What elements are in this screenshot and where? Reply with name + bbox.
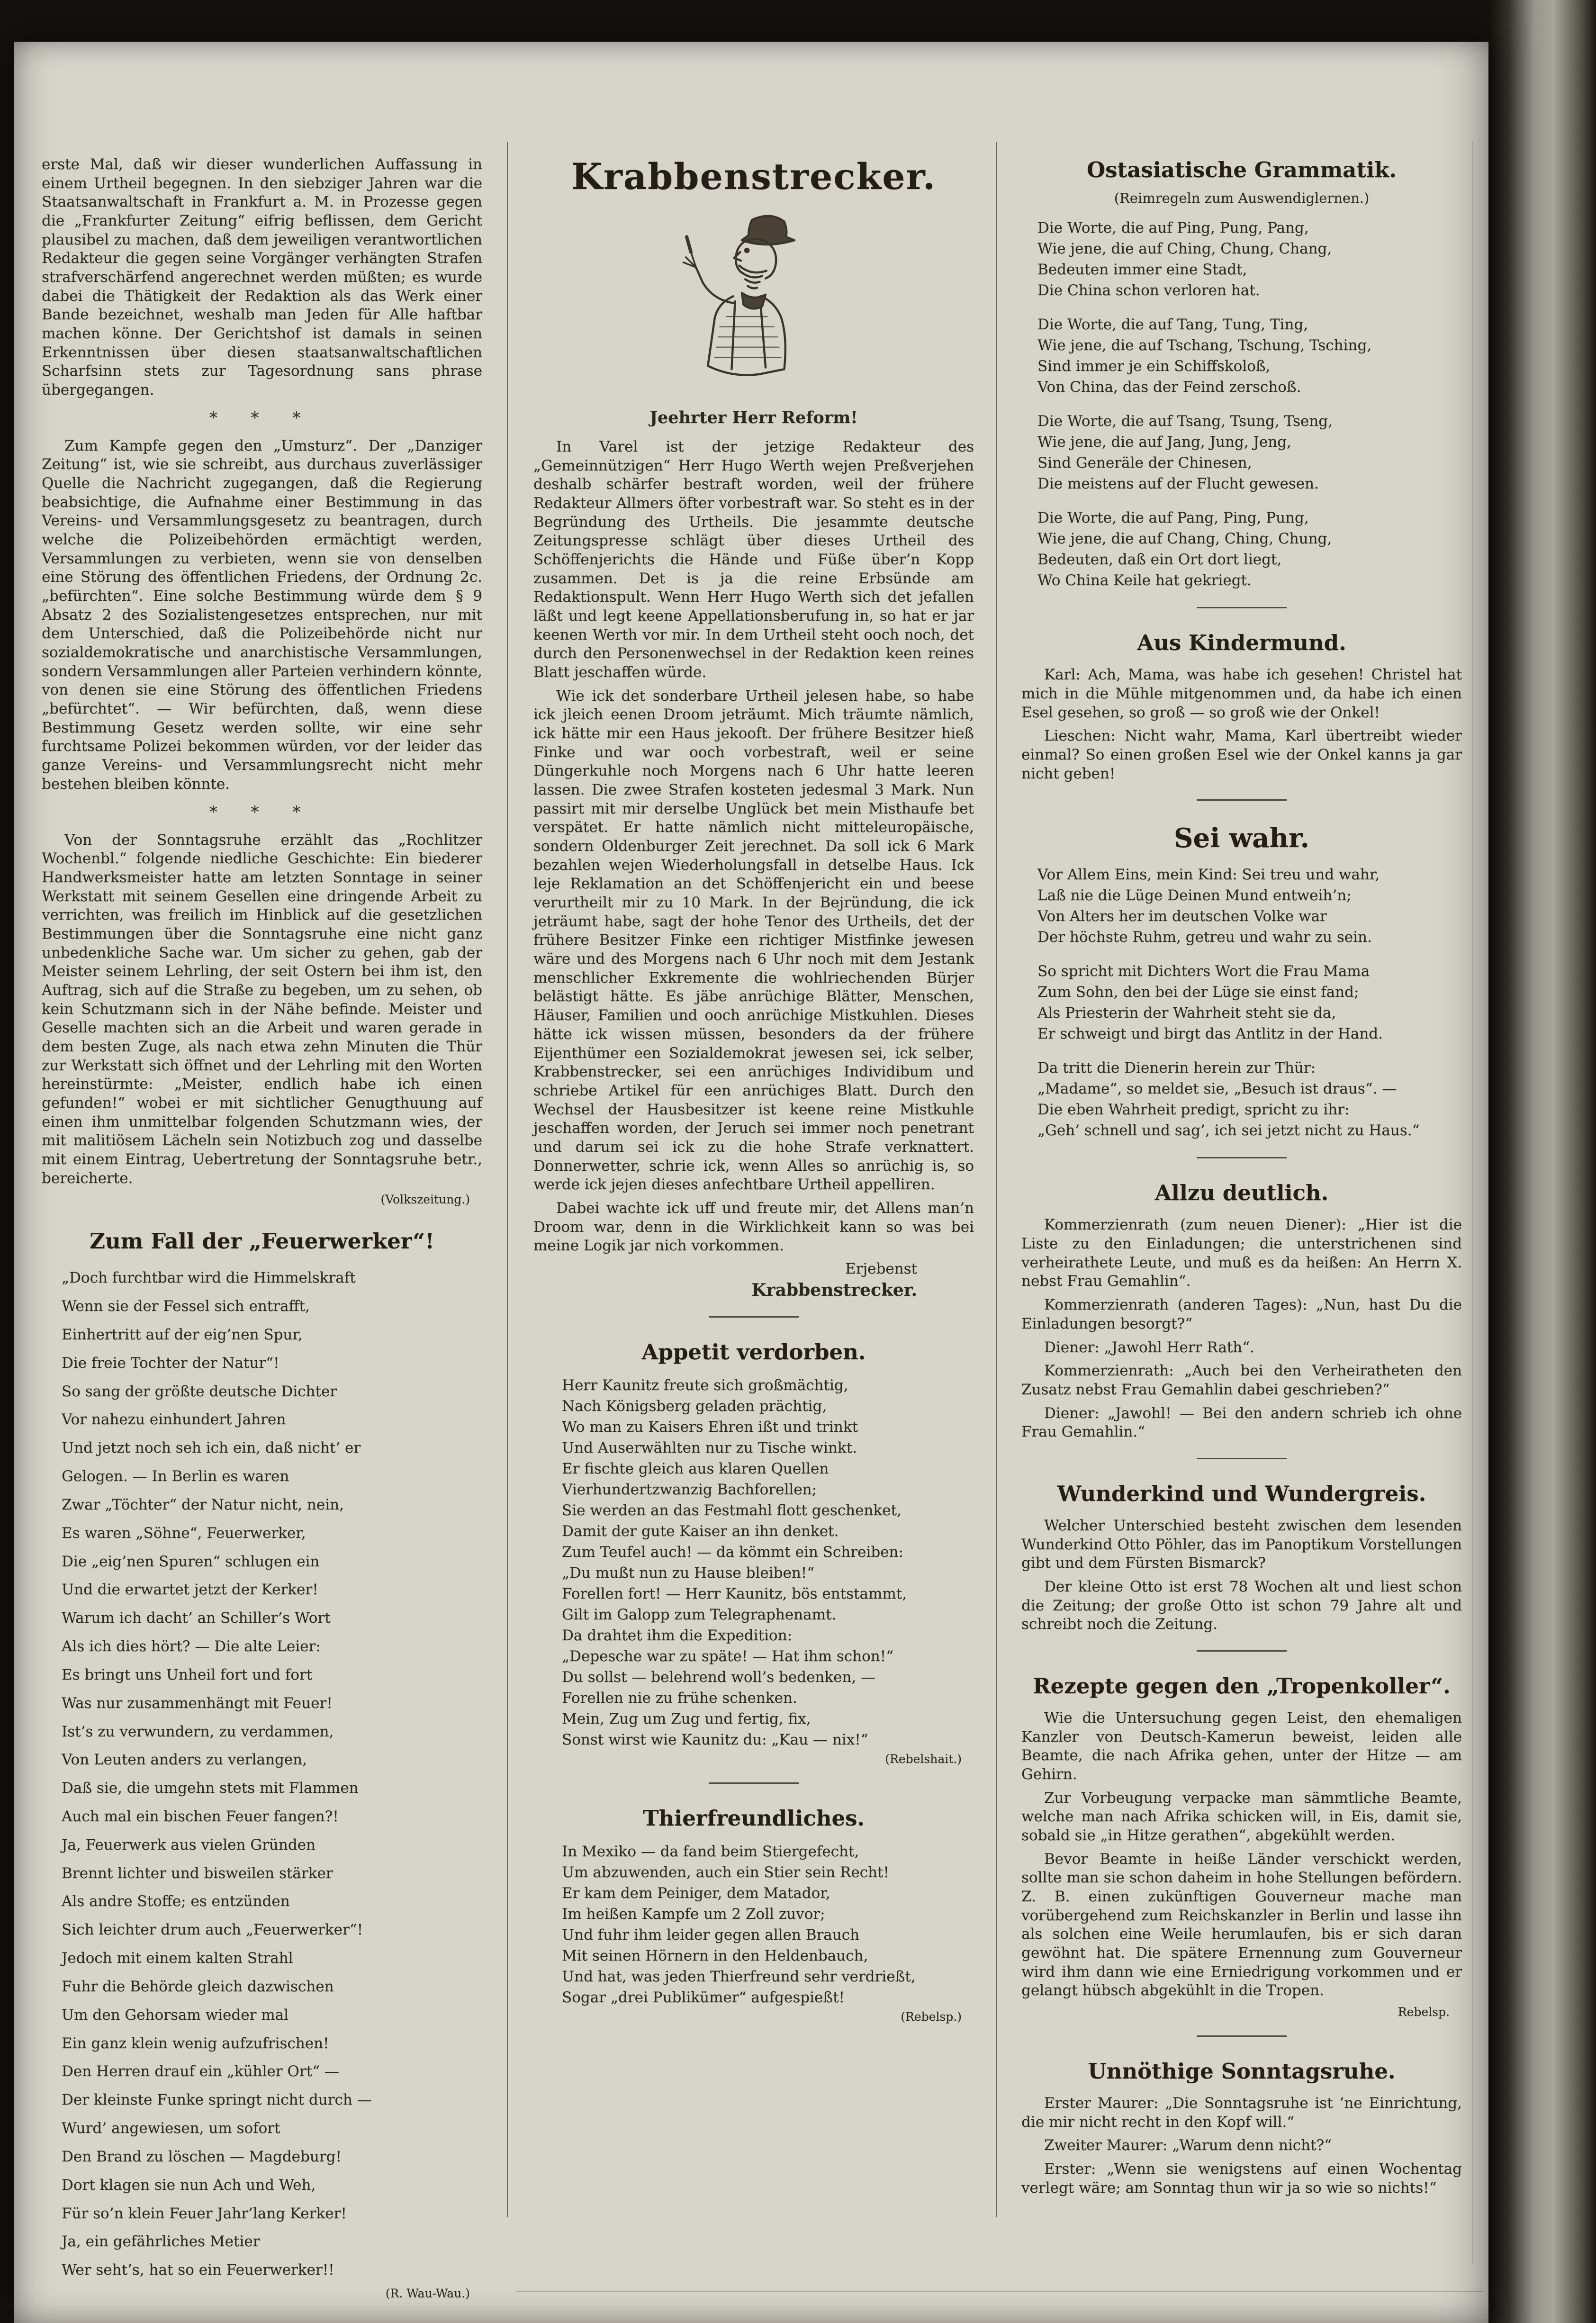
verse-line: Wie jene, die auf Chang, Ching, Chung, — [1037, 530, 1332, 548]
section-heading: Wunderkind und Wundergreis. — [1057, 1481, 1426, 1506]
verse-line: Die Worte, die auf Ping, Pung, Pang, — [1037, 219, 1309, 236]
section-separator: * * * — [209, 802, 315, 822]
paragraph: Diener: „Jawohl Herr Rath“. — [1044, 1338, 1254, 1356]
verse-line: Als Priesterin der Wahrheit steht sie da, — [1037, 1004, 1336, 1022]
verse-line: Und Auserwählten nur zu Tische winkt. — [562, 1439, 857, 1456]
paragraph: Kommerzienrath (anderen Tages): „Nun, hast Du die Einladungen besorgt?“ — [1021, 1296, 1462, 1332]
verse-line: Der kleinste Funke springt nicht durch — — [62, 2091, 372, 2109]
verse-line: Laß nie die Lüge Deinen Mund entweih’n; — [1037, 887, 1352, 904]
verse-line: Ja, Feuerwerk aus vielen Gründen — [62, 1836, 316, 1853]
verse-line: In Mexiko — da fand beim Stiergefecht, — [562, 1843, 859, 1861]
verse-line: Wo China Keile hat gekriegt. — [1037, 572, 1252, 589]
verse-line: Da drahtet ihm die Expedition: — [562, 1627, 793, 1645]
signature-line: Erjebenst — [845, 1260, 917, 1277]
paragraph: Welcher Unterschied besteht zwischen dem lesenden Wunderkind Otto Pöhler, das im Panoptikum Vorstellungen gibt und dem Fürsten Bismarck? — [1021, 1517, 1462, 1572]
section-heading: Zum Fall der „Feuerwerker“! — [90, 1229, 434, 1254]
attribution: (Volkszeitung.) — [380, 1193, 470, 1207]
verse-line: Da tritt die Dienerin herein zur Thür: — [1037, 1059, 1316, 1077]
verse-line: Zum Sohn, den bei der Lüge sie einst fand; — [1037, 984, 1359, 1001]
column-divider-right — [996, 142, 997, 2217]
verse-line: Den Brand zu löschen — Magdeburg! — [62, 2148, 342, 2165]
verse-line: Brennt lichter und bisweilen stärker — [62, 1864, 333, 1882]
verse-line: Nach Königsberg geladen prächtig, — [562, 1397, 827, 1415]
letter-signature — [533, 1260, 974, 1300]
paragraph: Erster Maurer: „Die Sonntagsruhe ist ’ne Einrichtung, die mir nicht recht in den Kopf will.“ — [1021, 2094, 1462, 2131]
paragraph: Lieschen: Nicht wahr, Mama, Karl übertreibt wieder einmal? So einen großen Esel wie der Onkel kanns ja gar nicht geben! — [1021, 727, 1462, 782]
section-rule — [709, 1782, 799, 1784]
verse-line: Und jetzt noch seh ich ein, daß nicht’ er — [62, 1439, 361, 1457]
verse-stanza — [1037, 314, 1462, 398]
attribution: (R. Wau-Wau.) — [385, 2287, 470, 2301]
verse-line: Von Alters her im deutschen Volke war — [1037, 908, 1327, 925]
verse-stanza — [562, 1375, 974, 1766]
verse-line: Die Worte, die auf Pang, Ping, Pung, — [1037, 509, 1309, 527]
verse-line: Sie werden an das Festmahl flott geschenket, — [562, 1501, 902, 1519]
verse-line: Sonst wirst wie Kaunitz du: „Kau — nix!“ — [562, 1731, 868, 1749]
article-title: Krabbenstrecker. — [571, 155, 937, 198]
verse-line: Ja, ein gefährliches Metier — [62, 2233, 260, 2251]
column-right — [1021, 155, 1462, 2202]
verse-line: Vierhundertzwanzig Bachforellen; — [562, 1481, 817, 1498]
column-left — [42, 155, 482, 2314]
verse-line: Mein, Zug um Zug und fertig, fix, — [562, 1710, 811, 1728]
paragraph: Wie die Untersuchung gegen Leist, den ehemaligen Kanzler von Deutsch-Kamerun beweist, leiden alle Beamte, die nach Afrika gehen, unter der Hitze — am Gehirn. — [1021, 1709, 1462, 1783]
verse-line: Gilt im Galopp zum Telegraphenamt. — [562, 1606, 837, 1624]
section-rule — [1197, 607, 1287, 608]
newspaper-page — [14, 42, 1488, 2323]
verse-line: Was nur zusammenhängt mit Feuer! — [62, 1694, 333, 1712]
paragraph: Zur Vorbeugung verpacke man sämmtliche Beamte, welche man nach Afrika schicken will, in Eis, damit sie, sobald sie „in Hitze gerathen“, abgekühlt werden. — [1021, 1789, 1462, 1844]
paragraph: Der kleine Otto ist erst 78 Wochen alt und liest schon die Zeitung; der große Otto ist schon 79 Jahre alt und schreibt noch die Zeitung. — [1021, 1578, 1462, 1633]
verse-line: Um abzuwenden, auch ein Stier sein Recht! — [562, 1864, 889, 1881]
verse-line: Er fischte gleich aus klaren Quellen — [562, 1460, 829, 1477]
verse-line: Zwar „Töchter“ der Natur nicht, nein, — [62, 1496, 344, 1513]
verse-line: Es waren „Söhne“, Feuerwerker, — [62, 1524, 306, 1542]
verse-line: Sogar „drei Publikümer“ aufgespießt! — [562, 1989, 845, 2007]
verse-line: Die eben Wahrheit predigt, spricht zu ihr: — [1037, 1101, 1350, 1119]
verse-stanza — [1037, 411, 1462, 494]
paragraph: Zum Kampfe gegen den „Umsturz“. Der „Danziger Zeitung“ ist, wie sie schreibt, aus durchaus zuverlässiger Quelle die Nachricht zugegangen, daß die Regierung beabsichtige, die Aufnahme einer Bestimmung in das Vereins- und Versammlungsgesetz zu beantragen, durch welche die Polizeibehörden ermächtigt werden, Versammlungen zu verbieten, wenn sie von denselben eine Störung des öffentlichen Friedens, der Ordnung 2c. „befürchten“. Eine solche Bestimmung würde dem § 9 Absatz 2 des Sozialistengesetzes entsprechen, nur mit dem Unterschied, daß die Polizeibehörde nicht nur sozialdemokratische und anarchistische Versammlungen, sondern Versammlungen aller Parteien verhindern könnte, von denen sie eine Störung des öffentlichen Friedens „befürchtet“. — Wir befürchten, daß, wenn diese Bestimmung Gesetz werden sollte, wir eine sehr furchtsame Polizei bekommen würden, vor der leider das ganze Vereins- und Versammlungsrecht nicht mehr bestehen bleiben könnte. — [42, 437, 482, 793]
paragraph: Kommerzienrath (zum neuen Diener): „Hier ist die Liste zu den Einladungen; die unterstrichenen sind verheirathete Leute, und muß es da heißen: An Herrn X. nebst Frau Gemahlin“. — [1021, 1216, 1462, 1290]
verse-line: Bedeuten immer eine Stadt, — [1037, 261, 1247, 279]
paragraph: Wie ick det sonderbare Urtheil jelesen habe, so habe ick jleich eenen Droom jeträumt. Mich träumte nämlich, ick hätte mir een Haus jekooft. Der frühere Besitzer hieß Finke und war ooch vorbestraft, weil er seine Düngerkuhle noch Morgens nach 6 Uhr hatte leeren lassen. Die zwee Strafen kosteten jedesmal 3 Mark. Nun passirt mit mir derselbe Unglück bet mein Misthaufe bet verspätet. Er hatte nämlich nicht mitteleuropäische, sondern Oldenburger Zeit jerechnet. Da soll ick 6 Mark bezahlen wejen Wiederholungsfall in detselbe Haus. Ick leje Reklamation an det Schöffenjericht ein und beese verurtheilt mir zu 10 Mark. In der Bejründung, die ick jeträumt habe, sagt der hohe Tenor des Urtheils, det der frühere Besitzer Finke een richtiger Mistfinke jewesen wäre und des Morgens nach 6 Uhr noch mit dem Jestank menschlicher Exkremente die wohlriechenden Bürjer belästigt hätte. Es jäbe anrüchige Blätter, Menschen, Häuser, Familien und ooch anrüchige Mistkuhlen. Dieses hätte ick wissen müssen, besonders da der frühere Eijenthümer een Sozialdemokrat jewesen sei, ick selber, Krabbenstrecker, sei een anrüchiges Individibum und schriebe Artikel für een anrüchiges Blatt. Durch den Wechsel der Hausbesitzer ist keene reine Mistkuhle jeschaffen worden, der Jeruch sei immer noch penetrant und darum sei ick zu die hohe Strafe verknattert. Donnerwetter, schrie ick, wenn Alles so anrüchig is, so werde ick jejen dieses anfechtbare Urtheil appelliren. — [533, 687, 974, 1193]
verse-line: Um den Gehorsam wieder mal — [62, 2006, 289, 2024]
verse-line: Vor nahezu einhundert Jahren — [62, 1411, 286, 1428]
verse-line: Fuhr die Behörde gleich dazwischen — [62, 1978, 334, 1995]
section-separator: * * * — [209, 408, 315, 427]
paper-crease-vertical — [1472, 141, 1473, 2264]
section-subheading: (Reimregeln zum Auswendiglernen.) — [1114, 190, 1370, 206]
paragraph: Bevor Beamte in heiße Länder verschickt werden, sollte man sie schon daheim in hohe Stellungen befördern. Z. B. einen zukünftigen Gouverneur mache man vorübergehend zum Reichskanzler in Berlin und lasse ihn als solchen eine Weile herumlaufen, bis er sich daran gewöhnt hat. Die spätere Ernennung zum Gouverneur wird ihm dann wie eine Erniedrigung vorkommen und er gelangt hübsch abgekühlt in die Tropen. — [1021, 1850, 1462, 1999]
man-pointing-illustration — [652, 208, 856, 395]
column-center — [533, 155, 974, 2037]
letter-salutation: Jeehrter Herr Reform! — [649, 408, 858, 427]
verse-stanza — [1037, 1058, 1462, 1141]
verse-line: So sang der größte deutsche Dichter — [62, 1383, 337, 1400]
section-heading: Aus Kindermund. — [1137, 630, 1346, 656]
verse-line: Die Worte, die auf Tsang, Tsung, Tseng, — [1037, 413, 1333, 430]
verse-line: Wie jene, die auf Tschang, Tschung, Tsching, — [1037, 337, 1372, 354]
section-rule — [1197, 799, 1287, 801]
verse-line: Als andre Stoffe; es entzünden — [62, 1893, 290, 1910]
signature-line: Krabbenstrecker. — [751, 1280, 917, 1300]
verse-stanza — [1037, 507, 1462, 591]
verse-line: Von China, das der Feind zerschoß. — [1037, 379, 1301, 396]
paper-crease-horizontal — [516, 2291, 1483, 2292]
paragraph: Kommerzienrath: „Auch bei den Verheiratheten den Zusatz nebst Frau Gemahlin dabei geschrieben?“ — [1021, 1362, 1462, 1398]
section-heading: Thierfreundliches. — [642, 1806, 865, 1831]
verse-line: So spricht mit Dichters Wort die Frau Mama — [1037, 963, 1370, 980]
verse-line: Auch mal ein bischen Feuer fangen?! — [62, 1808, 339, 1825]
attribution: (Rebelsp.) — [901, 2010, 962, 2024]
verse-line: „Doch furchtbar wird die Himmelskraft — [62, 1269, 356, 1287]
verse-line: „Geh’ schnell und sag’, ich sei jetzt nicht zu Haus.“ — [1037, 1122, 1420, 1139]
column-divider-left — [507, 142, 508, 2217]
verse-line: Als ich dies hört? — Die alte Leier: — [62, 1638, 321, 1655]
verse-line: Warum ich dacht’ an Schiller’s Wort — [62, 1609, 331, 1627]
paragraph: Karl: Ach, Mama, was habe ich gesehen! Christel hat mich in die Mühle mitgenommen und, da habe ich einen Esel gesehen, so groß — so groß wie der Onkel! — [1021, 666, 1462, 721]
verse-line: Forellen fort! — Herr Kaunitz, bös entstammt, — [562, 1585, 907, 1603]
verse-line: Wie jene, die auf Jang, Jung, Jeng, — [1037, 434, 1291, 451]
section-rule — [1197, 1157, 1287, 1158]
verse-line: Bedeuten, daß ein Ort dort liegt, — [1037, 551, 1282, 569]
verse-line: Vor Allem Eins, mein Kind: Sei treu und wahr, — [1037, 866, 1380, 884]
paragraph: Erster: „Wenn sie wenigstens auf einen Wochentag verlegt wäre; am Sonntag thun wir ja so wie so nichts!“ — [1021, 2160, 1462, 2196]
verse-line: Für so’n klein Feuer Jahr’lang Kerker! — [62, 2205, 347, 2222]
verse-line: Gelogen. — In Berlin es waren — [62, 1468, 289, 1485]
verse-line: Wer seht’s, hat so ein Feuerwerker!! — [62, 2261, 334, 2279]
paragraph: Diener: „Jawohl! — Bei den andern schrieb ich ohne Frau Gemahlin.“ — [1021, 1404, 1462, 1441]
verse-line: Forellen nie zu frühe schenken. — [562, 1690, 797, 1707]
verse-line: Mit seinen Hörnern in den Heldenbauch, — [562, 1947, 868, 1965]
verse-line: Und fuhr ihm leider gegen allen Brauch — [562, 1926, 860, 1944]
verse-stanza — [562, 1841, 974, 2024]
verse-stanza — [1037, 961, 1462, 1044]
section-heading: Sei wahr. — [1174, 823, 1309, 854]
section-rule — [1197, 2035, 1287, 2037]
verse-line: „Depesche war zu späte! — Hat ihm schon!“ — [562, 1648, 894, 1665]
verse-line: Der höchste Ruhm, getreu und wahr zu sein. — [1037, 929, 1372, 946]
verse-line: Und die erwartet jetzt der Kerker! — [62, 1581, 318, 1599]
section-rule — [709, 1316, 799, 1318]
verse-line: Die „eig’nen Spuren“ schlugen ein — [62, 1553, 320, 1570]
verse-line: Wenn sie der Fessel sich entrafft, — [62, 1298, 310, 1315]
verse-line: Zum Teufel auch! — da kömmt ein Schreiben: — [562, 1544, 903, 1561]
verse-line: Sich leichter drum auch „Feuerwerker“! — [62, 1921, 363, 1939]
verse-line: Die meistens auf der Flucht gewesen. — [1037, 475, 1319, 493]
section-rule — [1197, 1458, 1287, 1459]
verse-line: Einhertritt auf der eig’nen Spur, — [62, 1326, 303, 1343]
verse-line: Er schweigt und birgt das Antlitz in der Hand. — [1037, 1025, 1383, 1043]
section-rule — [1197, 1650, 1287, 1652]
section-heading: Allzu deutlich. — [1154, 1180, 1329, 1206]
verse-line: Sind Generäle der Chinesen, — [1037, 454, 1252, 472]
verse-stanza — [1037, 217, 1462, 301]
paragraph: erste Mal, daß wir dieser wunderlichen Auffassung in einem Urtheil begegnen. In den siebziger Jahren war die Staatsanwaltschaft in Frankfurt a. M. in Prozesse gegen die „Frankfurter Zeitung“ eifrig beflissen, dem Gericht plausibel zu machen, daß dem jeweiligen verantwortlichen Redakteur die gegen seine Vorgänger verhängten Strafen strafverschärfend angerechnet werden müßten; es wurde dabei die Thätigkeit der Redaktion als das Werk einer Bande bezeichnet, weshalb man Jeden für Alle haftbar machen könne. Der Gerichtshof ist damals in seinen Erkenntnissen über diesen staatsanwaltschaftlichen Scharfsinn stets zur Tagesordnung sans phrase übergegangen. — [42, 156, 482, 399]
attribution: Rebelsp. — [1398, 2005, 1450, 2019]
verse-stanza — [62, 1264, 482, 2301]
verse-line: Die freie Tochter der Natur“! — [62, 1354, 280, 1372]
verse-line: Wie jene, die auf Ching, Chung, Chang, — [1037, 240, 1332, 258]
verse-line: Die Worte, die auf Tang, Tung, Ting, — [1037, 316, 1308, 334]
illustration-container — [533, 208, 974, 395]
verse-line: Daß sie, die umgehn stets mit Flammen — [62, 1780, 359, 1797]
verse-line: Den Herren drauf ein „kühler Ort“ — — [62, 2063, 339, 2080]
verse-line: Herr Kaunitz freute sich großmächtig, — [562, 1376, 848, 1394]
verse-line: Jedoch mit einem kalten Strahl — [62, 1950, 293, 1967]
paragraph: Dabei wachte ick uff und freute mir, det Allens man’n Droom war, denn in die Wirklichkeit kann so was bei meine Logik jar nich vorkommen. — [533, 1199, 974, 1255]
verse-line: Die China schon verloren hat. — [1037, 282, 1260, 299]
verse-line: Ist’s zu verwundern, zu verdammen, — [62, 1723, 334, 1740]
section-heading: Rezepte gegen den „Tropenkoller“. — [1033, 1673, 1451, 1699]
verse-line: Du sollst — belehrend woll’s bedenken, — — [562, 1669, 876, 1686]
verse-line: Sind immer je ein Schiffskoloß, — [1037, 358, 1271, 375]
verse-line: „Du mußt nun zu Hause bleiben!“ — [562, 1564, 815, 1582]
verse-line: Wurd’ angewiesen, um sofort — [62, 2120, 280, 2137]
verse-line: Damit der gute Kaiser an ihn denket. — [562, 1523, 839, 1540]
paragraph: In Varel ist der jetzige Redakteur des „Gemeinnützigen“ Herr Hugo Werth wejen Preßverjehen deshalb schärfer bestraft worden, weil der frühere Redakteur Allmers öfter vorbestraft war. So steht es in der Begründung des Urtheils. Die jesammte deutsche Zeitungspresse schlägt über dieses Urtheil des Schöffenjerichts die Hände und Füße über’n Kopp zusammen. Det is ja die reine Erbsünde am Redaktionspult. Wenn Herr Hugo Werth sich det jefallen läßt und legt keene Appellationsberufung in, so hat er jar keenen Werth vor mir. In dem Urtheil steht ooch noch, det durch den Personenwechsel in der Redaktion keen reines Blatt jeschaffen würde. — [533, 438, 974, 681]
attribution: (Rebelshait.) — [885, 1752, 962, 1766]
verse-line: Und hat, was jeden Thierfreund sehr verdrießt, — [562, 1968, 916, 1986]
verse-line: Ein ganz klein wenig aufzufrischen! — [62, 2034, 329, 2052]
section-heading: Unnöthige Sonntagsruhe. — [1088, 2058, 1396, 2084]
paragraph: Zweiter Maurer: „Warum denn nicht?“ — [1044, 2137, 1332, 2154]
verse-stanza — [1037, 864, 1462, 948]
verse-line: Von Leuten anders zu verlangen, — [62, 1751, 307, 1769]
verse-line: Es bringt uns Unheil fort und fort — [62, 1666, 313, 1683]
verse-line: Wo man zu Kaisers Ehren ißt und trinkt — [562, 1418, 858, 1436]
verse-line: „Madame“, so meldet sie, „Besuch ist draus“. — — [1037, 1080, 1397, 1098]
verse-line: Er kam dem Peiniger, dem Matador, — [562, 1885, 830, 1902]
paragraph: Von der Sonntagsruhe erzählt das „Rochlitzer Wochenbl.“ folgende niedliche Geschichte: Ein biederer Handwerksmeister hatte am letzten Sonntage in seiner Werkstatt mit seinem Gesellen eine dringende Arbeit zu verrichten, was freilich im Hinblick auf die gesetzlichen Bestimmungen über die Sonntagsruhe eine nicht ganz unbedenkliche Sache war. Um sicher zu gehen, gab der Meister seinem Lehrling, der seit Ostern bei ihm ist, den Auftrag, sich auf die Straße zu begeben, um zu sehen, ob kein Schutzmann sich in der Nähe befinde. Meister und Geselle machten sich an die Arbeit und waren gerade in dem besten Zuge, als nach etwa zehn Minuten die Thür zur Werkstatt sich öffnet und der Lehrling mit den Worten hereinstürmte: „Meister, endlich habe ich einen gefunden!“ wobei er mit sichtlicher Genugthuung auf einen ihm unmittelbar folgenden Schutzmann wies, der mit malitiösem Lächeln sein Notizbuch zog und dasselbe mit einem Eintrag, Uebertretung der Sonntagsruhe betr., bereicherte. — [42, 831, 482, 1187]
section-heading: Appetit verdorben. — [641, 1339, 866, 1365]
adjacent-page-edge — [1489, 0, 1596, 2323]
section-heading: Ostasiatische Grammatik. — [1086, 157, 1397, 182]
verse-line: Im heißen Kampfe um 2 Zoll zuvor; — [562, 1906, 825, 1923]
verse-line: Dort klagen sie nun Ach und Weh, — [62, 2176, 316, 2194]
